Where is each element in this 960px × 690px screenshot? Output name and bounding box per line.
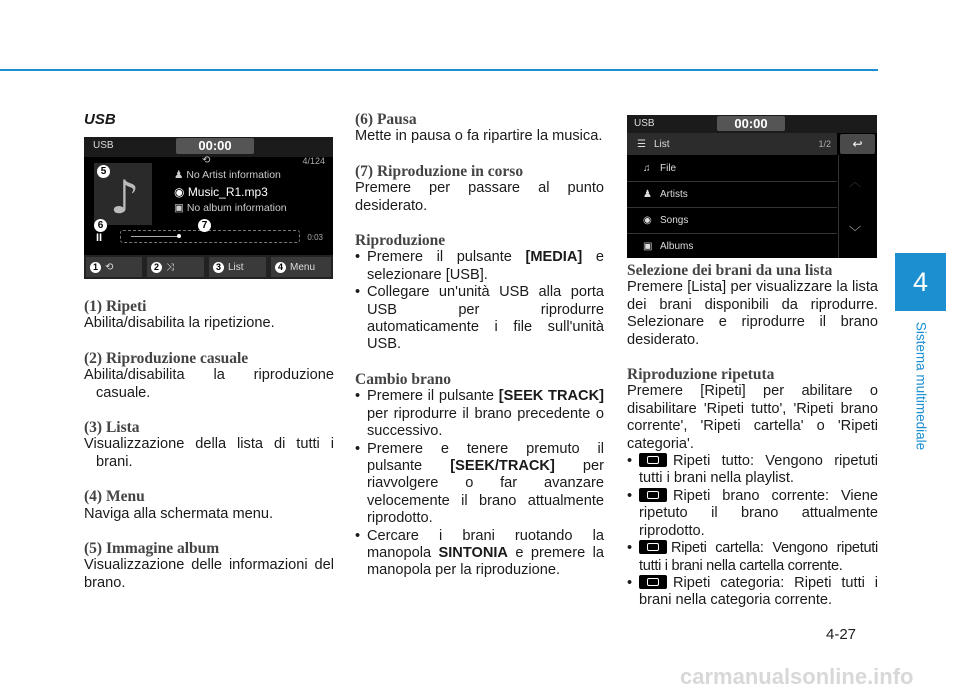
section-pause-text: Mette in pausa o fa ripartire la musica.: [355, 128, 603, 145]
song-text: Music_R1.mp3: [187, 185, 268, 199]
repeat-folder-item: [627, 540, 878, 575]
person-icon: ♟: [643, 189, 652, 200]
item-label: Albums: [660, 241, 694, 252]
item-label: Artists: [660, 189, 688, 200]
song-info: ◉ Music_R1.mp3: [174, 185, 268, 199]
seek-key: [SEEK TRACK]: [498, 388, 604, 405]
time-display: 00:00: [717, 116, 785, 131]
list-button[interactable]: [209, 257, 266, 277]
footer-watermark: carmanualsonline.info: [680, 664, 914, 689]
marker-2: 2: [151, 262, 162, 273]
progress-bar[interactable]: [120, 230, 300, 243]
shuffle-icon: ⤨: [166, 261, 174, 273]
pause-icon[interactable]: II: [96, 232, 103, 244]
list-item-albums[interactable]: [627, 234, 837, 258]
text: Ripeti categoria: Ripeti tutti i brani nella categoria corrente.: [639, 574, 878, 609]
source-label: USB: [634, 118, 655, 129]
play-list: [355, 249, 604, 353]
section-pause-heading: (6) Pausa: [355, 111, 417, 128]
scroll-up-icon[interactable]: ︿: [849, 175, 862, 189]
marker-6: 6: [94, 219, 107, 232]
repeat-category-item: [627, 575, 878, 610]
section-select-heading: Selezione dei brani da una lista: [627, 262, 833, 279]
text: Premere il pulsante: [367, 388, 499, 405]
marker-1: 1: [90, 262, 101, 273]
section-shuffle-text-2: casuale.: [96, 384, 151, 401]
progress-knob[interactable]: [177, 234, 181, 238]
item-label: File: [660, 163, 677, 174]
chapter-tab-label-text: Sistema multimediale: [913, 321, 929, 451]
section-album-heading: (5) Immagine album: [84, 540, 220, 558]
chapter-tab-label: [896, 316, 946, 456]
text: e selezionare [USB].: [367, 249, 604, 283]
usb-title: USB: [84, 111, 116, 128]
section-menu-heading: (4) Menu: [84, 488, 145, 506]
section-repeat-heading: (1) Ripeti: [84, 298, 147, 315]
page-indicator: 1/2: [818, 139, 831, 149]
list-header: [627, 133, 837, 155]
repeat-icon: ⟲: [202, 155, 211, 166]
marker-7: 7: [198, 219, 211, 232]
section-list-text: Visualizzazione della lista di tutti i: [84, 436, 334, 453]
track-bullet-1: [355, 388, 604, 440]
column-2: [355, 111, 604, 580]
section-menu-text: Naviga alla schermata menu.: [84, 505, 273, 522]
divider: [838, 155, 839, 258]
disc-icon: ◉: [643, 215, 652, 226]
play-bullet-1: [355, 249, 604, 284]
shuffle-button[interactable]: [147, 257, 204, 277]
header-rule: [0, 69, 878, 71]
section-play-heading: Riproduzione: [355, 232, 446, 250]
repeat-button[interactable]: [86, 257, 142, 277]
column-1: [84, 111, 334, 128]
section-repeat-text: Abilita/disabilita la ripetizione.: [84, 315, 275, 332]
column-3-text: [627, 262, 878, 610]
text: Cercare i brani ruotando la manopola: [367, 527, 604, 561]
list-item-artists[interactable]: [627, 182, 837, 208]
list-icon: ☰: [637, 138, 646, 150]
progress-fill: [131, 236, 179, 237]
artist-info: ♟ No Artist information: [174, 169, 281, 181]
track-count: 4/124: [302, 156, 325, 166]
section-select-text: Premere [Lista] per visualizzare la lista dei brani disponibili da riprodurre. Selezionare e riprodurre il brano desiderato.: [627, 279, 878, 348]
repeat-all-item: [627, 453, 878, 488]
play-bullet-2: • Collegare un'unità USB alla porta USB per riprodurre automaticamente i file sull'unità USB.: [355, 284, 604, 354]
section-playing-text: Premere per passare al punto desiderato.: [355, 180, 604, 214]
album-info: ▣ No album information: [174, 202, 287, 214]
scroll-down-icon[interactable]: ﹀: [849, 225, 862, 239]
marker-3: 3: [213, 262, 224, 273]
artist-text: No Artist information: [186, 169, 281, 181]
list-item-songs[interactable]: [627, 208, 837, 234]
source-label: USB: [93, 140, 114, 151]
section-list-heading: (3) Lista: [84, 419, 140, 437]
section-shuffle-text: Abilita/disabilita la riproduzione: [84, 367, 334, 384]
back-icon: ↩: [852, 137, 863, 151]
track-list: [355, 388, 604, 579]
time-display: 00:00: [176, 138, 254, 154]
repeat-one-item: [627, 488, 878, 540]
section-album-text: Visualizzazione delle informazioni del brano.: [84, 557, 334, 591]
repeat-mode-list: [627, 453, 878, 610]
marker-4: 4: [275, 262, 286, 273]
repeat-one-icon: [639, 488, 667, 502]
media-key: [MEDIA]: [525, 249, 583, 266]
section-track-heading: Cambio brano: [355, 370, 452, 388]
track-bullet-2: [355, 441, 604, 528]
album-icon: ▣: [643, 241, 653, 252]
item-label: Songs: [660, 215, 689, 226]
list-item-file[interactable]: [627, 156, 837, 182]
list-label: List: [653, 138, 670, 150]
section-list-text-2: brani.: [96, 453, 133, 470]
usb-list-screen: [627, 115, 877, 258]
music-note-icon: ♫: [643, 163, 651, 174]
text: Premere il pulsante: [367, 249, 526, 266]
text: Ripeti tutto: Vengono ripetuti tutti i brani nella playlist.: [639, 453, 878, 487]
text: e premere la manopola per la riproduzione.: [367, 544, 604, 579]
elapsed-time: 0:03: [307, 233, 323, 242]
text: Premere e tenere premuto il pulsante: [367, 440, 604, 474]
chapter-tab-number: 4: [895, 253, 946, 311]
text: per riprodurre il brano precedente o successivo.: [367, 405, 604, 440]
text: Ripeti brano corrente: Viene ripetuto il brano attualmente riprodotto.: [639, 487, 878, 539]
back-button[interactable]: [840, 134, 875, 154]
section-repeat-play-heading: Riproduzione ripetuta: [627, 366, 775, 384]
page-number: 4-27: [826, 626, 857, 643]
track-bullet-3: [355, 528, 604, 580]
repeat-category-icon: [639, 575, 667, 589]
list-label: List: [228, 261, 244, 273]
repeat-all-icon: [639, 453, 667, 467]
svg-text:♪: ♪: [110, 170, 140, 224]
marker-5: 5: [97, 165, 110, 178]
column-1-text: [84, 298, 334, 592]
album-text: No album information: [186, 202, 287, 214]
menu-label: Menu: [290, 261, 316, 273]
seek-track-key: [SEEK/TRACK]: [450, 457, 555, 474]
tune-knob: SINTONIA: [438, 544, 508, 561]
repeat-icon: ⟲: [105, 261, 114, 273]
usb-player-screen: [84, 137, 333, 279]
menu-button[interactable]: [271, 257, 331, 277]
text: per riavvolgere o far avanzare velocemente il brano attualmente riprodotto.: [367, 457, 604, 527]
section-repeat-play-text: Premere [Ripeti] per abilitare o disabilitare 'Ripeti tutto', 'Ripeti brano corrente', 'Ripeti cartella' o 'Ripeti categoria'.: [627, 383, 878, 452]
repeat-folder-icon: [639, 540, 667, 554]
section-playing-heading: (7) Riproduzione in corso: [355, 162, 524, 180]
text: Ripeti cartella: Vengono ripetuti tutti i brani nella cartella corrente.: [639, 540, 878, 574]
section-shuffle-heading: (2) Riproduzione casuale: [84, 349, 249, 367]
